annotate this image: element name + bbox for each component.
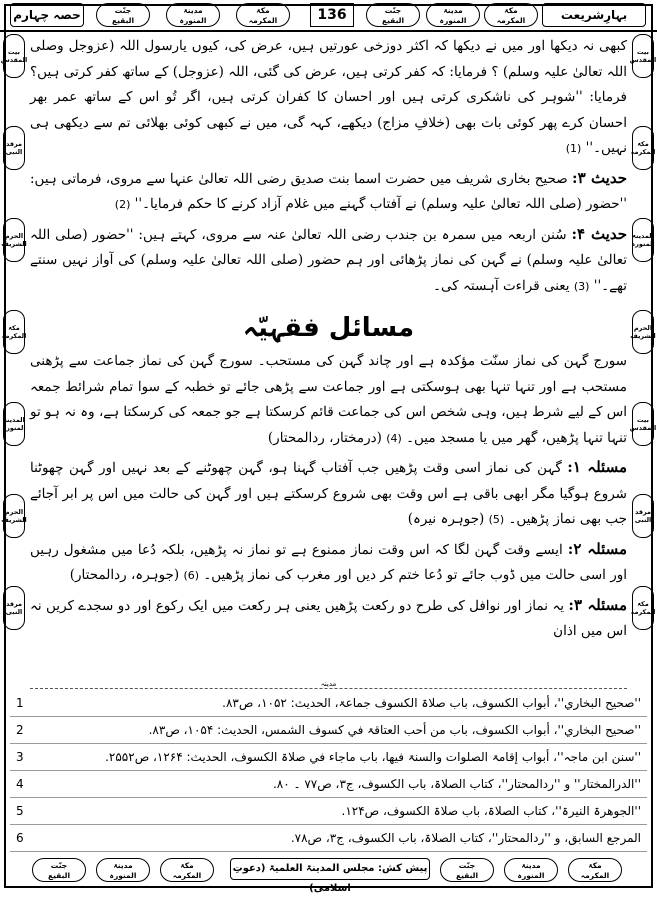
masala-3-label: مسئلہ ۳:	[568, 595, 628, 614]
footer-badge: مکۃ المکرمہ	[568, 858, 622, 882]
side-badge: المدینۃ المنورہ	[632, 218, 654, 262]
masala-2-label: مسئلہ ۲:	[567, 539, 628, 558]
paragraph-fiqh: سورج گہن کی نماز سنّت مؤکدہ ہے اور چاند گہن کی مستحب۔ سورج گہن کی نماز جماعت سے پڑھنی مستحب ہے اور تنہا تنہا بھی ہوسکتی ہے اور جماعت سے پڑھی جائے تو خطبہ کے سوا تمام شرائط جمعہ اس کے لیے شرط ہیں، وہی شخص اس کی جماعت قائم کرسکتا ہے جو جمعہ کی کرسکتا ہے، وہ نہ ہو تو تنہا تنہا پڑھیں، گھر میں یا مسجد میں۔ (4) (درمختار، ردالمحتار)	[30, 353, 627, 446]
side-badge: مرقد النبی	[3, 126, 25, 170]
side-badge: بیت المقدس	[632, 402, 654, 446]
masala-1-label: مسئلہ ۱:	[567, 458, 627, 476]
side-badge: مرقد النبی	[3, 586, 25, 630]
footnote-item: 1 ''صحیح البخاري''، أبواب الکسوف، باب صلاۃ الکسوف جماعۃ، الحدیث: ۱۰۵۲، ص۸۳.	[10, 690, 647, 717]
page-number: 136	[310, 3, 354, 27]
hadith-3-label: حدیث ۳:	[572, 168, 627, 187]
footer-badge: مدینۃ المنورہ	[96, 858, 150, 882]
side-badge: مرقد النبی	[632, 494, 654, 538]
hadith-4-label: حدیث ۴:	[571, 224, 627, 243]
side-badge: المدینۃ المنورہ	[3, 402, 25, 446]
paragraph-masala-1: مسئلہ ۱: گہن کی نماز اسی وقت پڑھیں جب آفتاب گہنا ہو، گہن چھوٹنے کے بعد نہیں اور گہن چھوٹنا شروع ہوگیا مگر ابھی باقی ہے اس وقت بھی شروع کرسکتے ہیں اور گہن کی حالت میں اس پر ابر آجائے جب بھی نماز پڑھیں۔ (5) (جوہرہ نیرہ)	[30, 458, 627, 527]
footnote-item: 5 ''الجوھرۃ النیرۃ''، کتاب الصلاۃ، باب صلاۃ الکسوف، ص۱۲۴.	[10, 798, 647, 825]
paragraph-hadith-continuation: کبھی نہ دیکھا اور میں نے دیکھا کہ اکثر دوزخی عورتیں ہیں، عرض کی، کیوں یارسول اللہ (عزوجل وصلی اللہ تعالیٰ علیہ وسلم) ؟ فرمایا: کہ کفر کرتی ہیں، عرض کی گئی، اللہ (عزوجل) کے ساتھ کفر کرتی ہیں؟ فرمایا: ''شوہر کی ناشکری کرتی ہیں اور احسان کا کفران کرتی ہیں، اگر تُو اس کے ساتھ عمر بھر احسان کرے پھر کوئی بات بھی (خلافِ مزاج) دیکھے، کہہ گی، میں نے کبھی کوئی بھلائی تم سے دیکھی ہی نہیں۔'' (1)	[30, 38, 627, 156]
book-title: بہارِشریعت	[542, 3, 646, 27]
side-badge: بیت المقدس	[632, 34, 654, 78]
right-ornament-column	[629, 34, 657, 680]
side-badge: مکۃ المکرمہ	[632, 586, 654, 630]
header-badge: مدینۃ المنورہ	[426, 3, 480, 27]
side-badge: الحرم الشریف	[3, 218, 25, 262]
side-badge: بیت المقدس	[3, 34, 25, 78]
paragraph-masala-3: مسئلہ ۳: یہ نماز اور نوافل کی طرح دو رکعت پڑھیں یعنی ہر رکعت میں ایک رکوع اور دو سجدے کریں نہ اس میں اذان	[30, 595, 628, 639]
left-ornament-column	[0, 34, 28, 680]
side-badge: الحرم الشریف	[632, 310, 654, 354]
footnote-item: 2 ''صحیح البخاري''، أبواب الکسوف، باب من أحب العتاقۃ في کسوف الشمس، الحدیث: ۱۰۵۴، ص۸۳.	[10, 717, 647, 744]
footer-badge: مکۃ المکرمہ	[160, 858, 214, 882]
footnote-divider: مدینہ	[30, 680, 627, 689]
main-text	[30, 34, 627, 645]
footer-badge: جنّت البقیع	[32, 858, 86, 882]
footer-badge: جنّت البقیع	[440, 858, 494, 882]
header-rule	[0, 30, 657, 32]
paragraph-hadith-4: حدیث ۴: سُنن اربعہ میں سمرہ بن جندب رضی اللہ تعالیٰ عنہ سے مروی، کہتے ہیں: ''حضور (صلی اللہ تعالیٰ علیہ وسلم) نے گہن کی نماز پڑھائی اور ہم حضور (صلی اللہ تعالیٰ علیہ وسلم) کی آواز نہیں سنتے تھے۔'' (3) یعنی قراءت آہستہ کی۔	[30, 224, 627, 294]
side-badge: مکۃ المکرمہ	[3, 310, 25, 354]
header-badge: مکۃ المکرمہ	[236, 3, 290, 27]
footnote-item: 4 ''الدرالمختار'' و ''ردالمحتار''، کتاب الصلاۃ، باب الکسوف، ج۳، ص۷۷ ۔ ۸۰.	[10, 771, 647, 798]
footnotes	[10, 690, 647, 852]
header-badge: جنّت البقیع	[96, 3, 150, 27]
header-badge: جنّت البقیع	[366, 3, 420, 27]
paragraph-masala-2: مسئلہ ۲: ایسے وقت گہن لگا کہ اس وقت نماز ممنوع ہے تو نماز نہ پڑھیں، بلکہ دُعا میں مشغول رہیں اور اسی حالت میں ڈوب جائے تو دُعا ختم کر دیں اور مغرب کی نماز پڑھیں۔ (6) (جوہرہ، ردالمحتار)	[30, 539, 628, 583]
side-badge: الحرم الشریف	[3, 494, 25, 538]
header-badge: مدینۃ المنورہ	[166, 3, 220, 27]
volume-label: حصہ چہارم	[10, 3, 84, 27]
footer-badge: مدینۃ المنورہ	[504, 858, 558, 882]
footnote-item: 3 ''سنن ابن ماجہ''، أبواب إقامۃ الصلوات والسنۃ فیھا، باب ماجاء في صلاۃ الکسوف، الحدیث: ۱۲۶۴، ص۲۵۵۲.	[10, 744, 647, 771]
side-badge: مکۃ المکرمہ	[632, 126, 654, 170]
section-title: مسائل فقہیّہ	[242, 313, 415, 343]
header-badge: مکۃ المکرمہ	[484, 3, 538, 27]
footnote-item: 6 المرجع السابق، و ''ردالمحتار''، کتاب الصلاۃ، باب الکسوف، ج۳، ص۷۸.	[10, 825, 647, 852]
publisher-label: پیش کش: مجلس المدینۃ العلمیۃ (دعوتِ اسلامی)	[230, 858, 430, 880]
paragraph-hadith-3: حدیث ۳: صحیح بخاری شریف میں حضرت اسما بنت صدیق رضی اللہ تعالیٰ عنہا سے مروی، فرماتی ہیں: ''حضور (صلی اللہ تعالیٰ علیہ وسلم) نے آفتاب گہنے میں غلام آزاد کرنے کا حکم فرمایا۔'' (2)	[30, 168, 627, 212]
